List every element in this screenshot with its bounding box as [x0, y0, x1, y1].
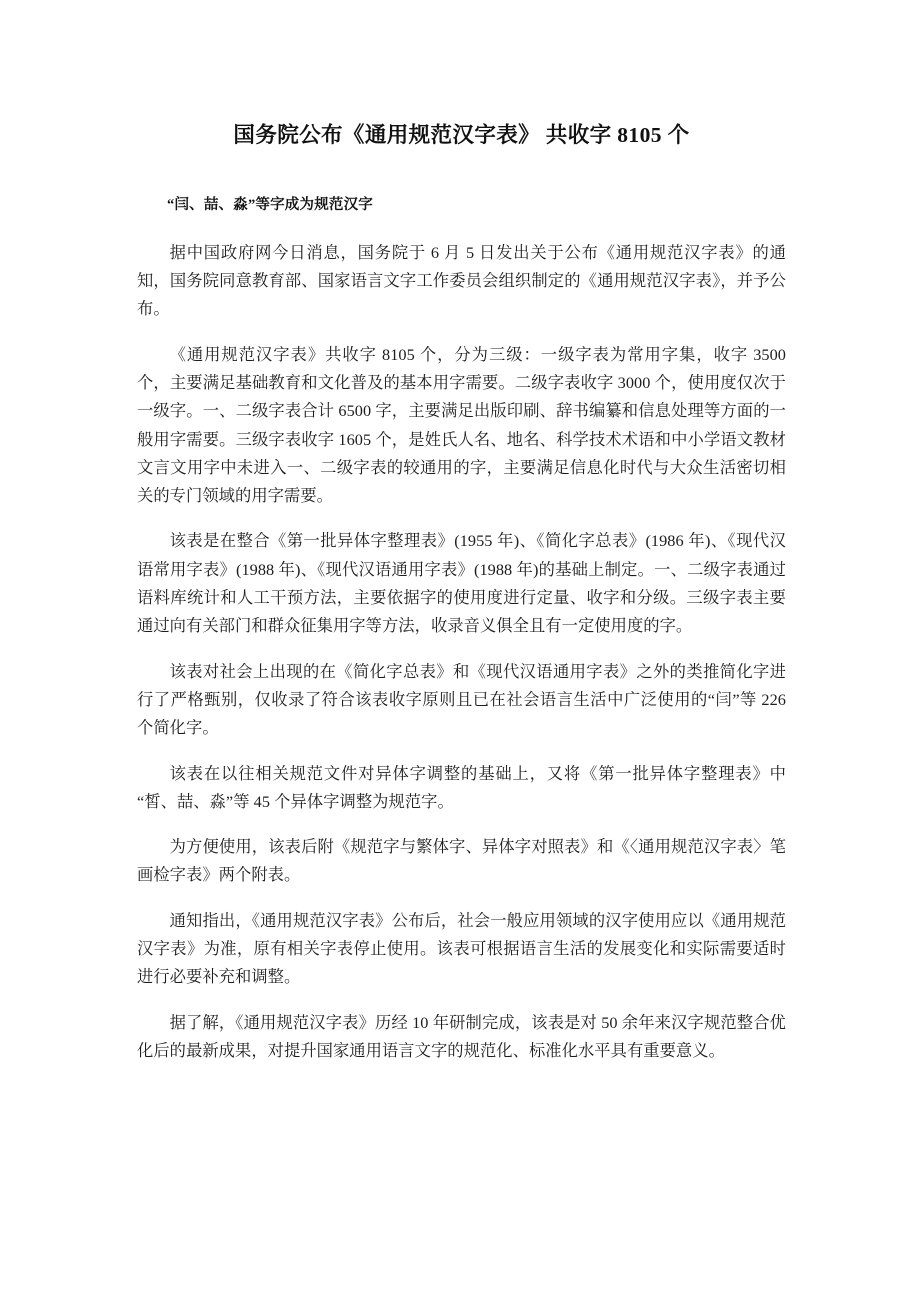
document-body — [137, 217, 786, 1065]
body-paragraph: 该表对社会上出现的在《简化字总表》和《现代汉语通用字表》之外的类推简化字进行了严格甄别，仅收录了符合该表收字原则且已在社会语言生活中广泛使用的“闫”等 226 个简化字。 — [137, 661, 786, 738]
body-paragraph: 据中国政府网今日消息，国务院于 6 月 5 日发出关于公布《通用规范汉字表》的通知，国务院同意教育部、国家语言文字工作委员会组织制定的《通用规范汉字表》，并予公布。 — [137, 242, 786, 319]
body-paragraph: 据了解，《通用规范汉字表》历经 10 年研制完成，该表是对 50 余年来汉字规范整合优化后的最新成果，对提升国家通用语言文字的规范化、标准化水平具有重要意义。 — [137, 1012, 786, 1060]
body-paragraph: 该表在以往相关规范文件对异体字调整的基础上，又将《第一批异体字整理表》中“皙、喆、淼”等 45 个异体字调整为规范字。 — [137, 763, 786, 811]
body-paragraph: 《通用规范汉字表》共收字 8105 个，分为三级：一级字表为常用字集，收字 3500 个，主要满足基础教育和文化普及的基本用字需要。二级字表收字 3000 个，使用度仅次于一级字。一、二级字表合计 6500 字，主要满足出版印刷、辞书编纂和信息处理等方面的一般用字需要。三级字表收字 1605 个，是姓氏人名、地名、科学技术术语和中小学语文教材文言文用字中未进入一、二级字表的较通用的字，主要满足信息化时代与大众生活密切相关的专门领域的用字需要。 — [137, 344, 786, 506]
body-paragraph: 为方便使用，该表后附《规范字与繁体字、异体字对照表》和《〈通用规范汉字表〉笔画检字表》两个附表。 — [137, 837, 786, 885]
document-subtitle: “闫、喆、淼”等字成为规范汉字 — [167, 197, 373, 214]
body-paragraph: 通知指出，《通用规范汉字表》公布后，社会一般应用领域的汉字使用应以《通用规范汉字表》为准，原有相关字表停止使用。该表可根据语言生活的发展变化和实际需要适时进行必要补充和调整。 — [137, 910, 786, 987]
document-content — [137, 0, 786, 1065]
page-title: 国务院公布《通用规范汉字表》 共收字 8105 个 — [233, 123, 690, 147]
body-paragraph: 该表是在整合《第一批异体字整理表》(1955 年)、《简化字总表》(1986 年)、《现代汉语常用字表》(1988 年)、《现代汉语通用字表》(1988 年)的基础上制定。一、二级字表通过语料库统计和人工干预方法，主要依据字的使用度进行定量、收字和分级。三级字表主要通过向有关部门和群众征集用字等方法，收录音义俱全且有一定使用度的字。 — [137, 531, 786, 636]
